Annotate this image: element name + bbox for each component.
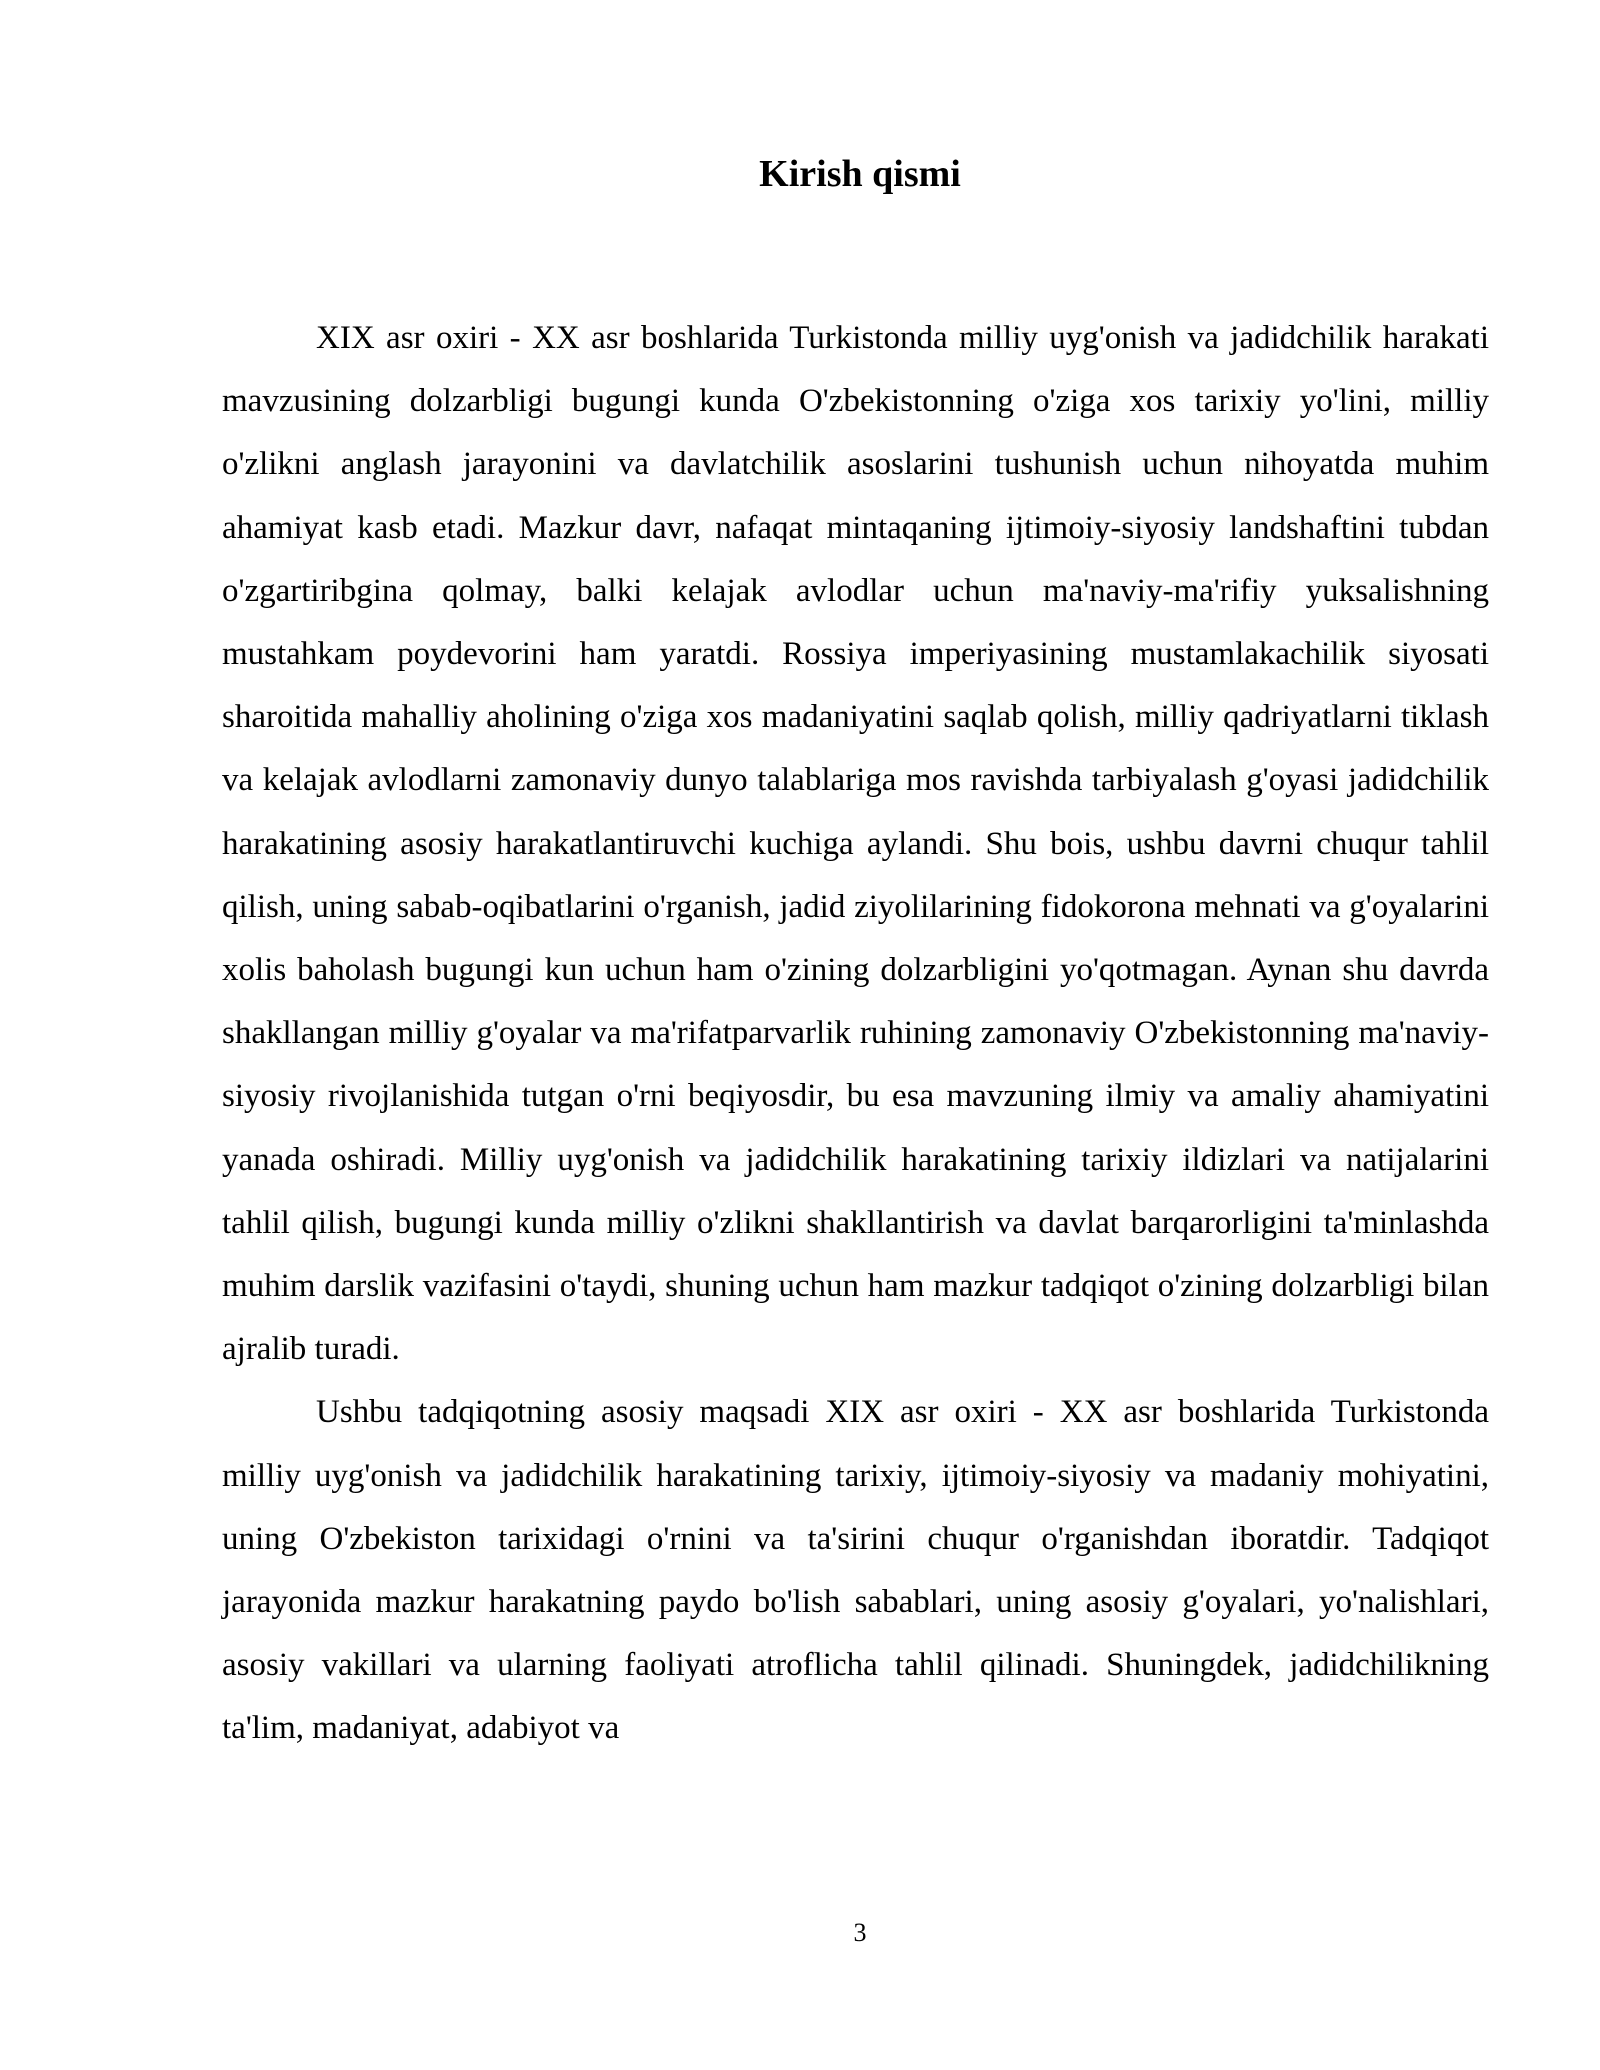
paragraph-relevance: XIX asr oxiri - XX asr boshlarida Turkistonda milliy uyg'onish va jadidchilik harakati mavzusining dolzarbligi bugungi kunda O'zbekistonning o'ziga xos tarixiy yo'lini, milliy o'zlikni anglash jarayonini va davlatchilik asoslarini tushunish uchun nihoyatda muhim ahamiyat kasb etadi. Mazkur davr, nafaqat mintaqaning ijtimoiy-siyosiy landshaftini tubdan o'zgartiribgina qolmay, balki kelajak avlodlar uchun ma'naviy-ma'rifiy yuksalishning mustahkam poydevorini ham yaratdi. Rossiya imperiyasining mustamlakachilik siyosati sharoitida mahalliy aholining o'ziga xos madaniyatini saqlab qolish, milliy qadriyatlarni tiklash va kelajak avlodlarni zamonaviy dunyo talablariga mos ravishda tarbiyalash g'oyasi jadidchilik harakatining asosiy harakatlantiruvchi kuchiga aylandi. Shu bois, ushbu davrni chuqur tahlil qilish, uning sabab-oqibatlarini o'rganish, jadid ziyolilarining fidokorona mehnati va g'oyalarini xolis baholash bugungi kun uchun ham o'zining dolzarbligini yo'qotmagan. Aynan shu davrda shakllangan milliy g'oyalar va ma'rifatparvarlik ruhining zamonaviy O'zbekistonning ma'naviy-siyosiy rivojlanishida tutgan o'rni beqiyosdir, bu esa mavzuning ilmiy va amaliy ahamiyatini yanada oshiradi. Milliy uyg'onish va jadidchilik harakatining tarixiy ildizlari va natijalarini tahlil qilish, bugungi kunda milliy o'zlikni shakllantirish va davlat barqarorligini ta'minlashda muhim darslik vazifasini o'taydi, shuning uchun ham mazkur tadqiqot o'zining dolzarbligi bilan ajralib turadi. (222, 320, 1489, 1368)
page-number: 3 (853, 1918, 867, 1947)
page-title: Kirish qismi (759, 153, 961, 195)
paragraph-research-goal: Ushbu tadqiqotning asosiy maqsadi XIX asr oxiri - XX asr boshlarida Turkistonda milliy uyg'onish va jadidchilik harakatining tarixiy, ijtimoiy-siyosiy va madaniy mohiyatini, uning O'zbekiston tarixidagi o'rnini va ta'sirini chuqur o'rganishdan iboratdir. Tadqiqot jarayonida mazkur harakatning paydo bo'lish sabablari, uning asosiy g'oyalari, yo'nalishlari, asosiy vakillari va ularning faoliyati atroflicha tahlil qilinadi. Shuningdek, jadidchilikning ta'lim, madaniyat, adabiyot va (222, 1394, 1489, 1747)
body-text (222, 307, 1489, 1761)
